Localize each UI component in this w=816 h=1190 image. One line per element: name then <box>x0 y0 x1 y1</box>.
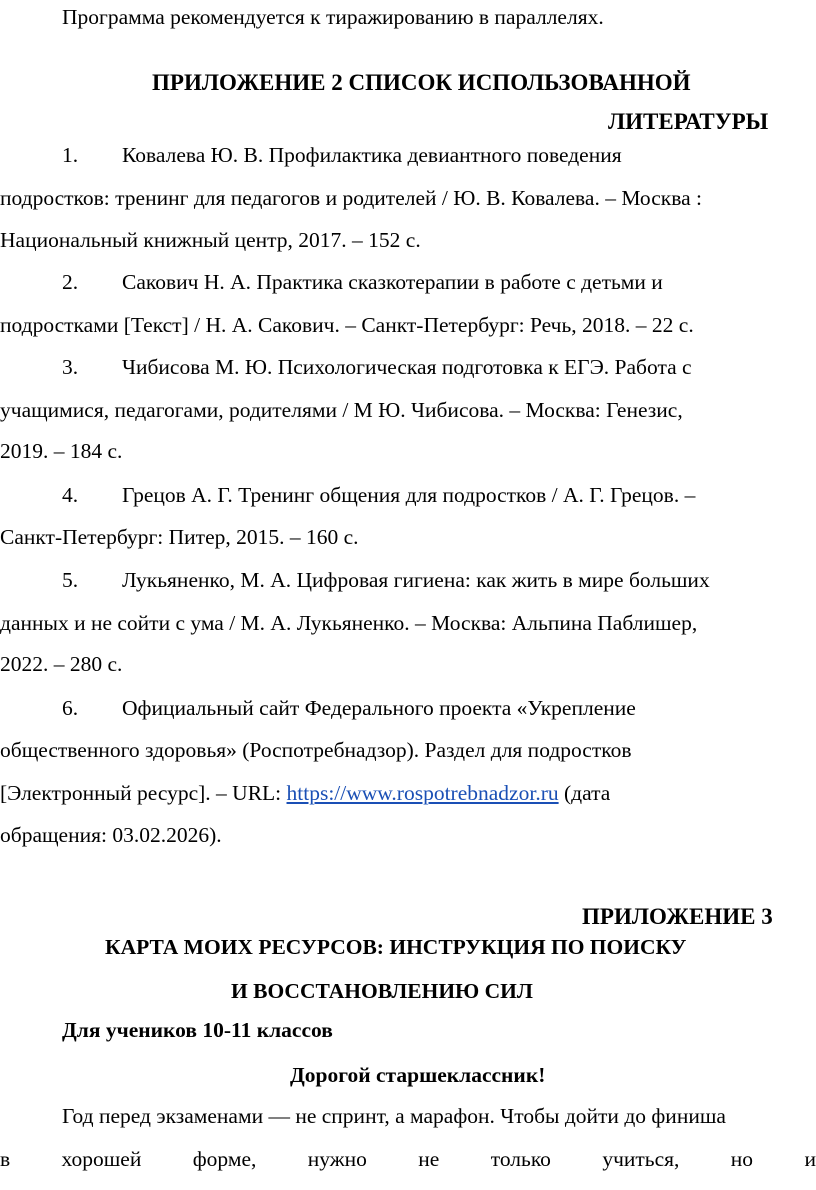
word: не <box>418 1147 440 1171</box>
reference-1-line2: подростков: тренинг для педагогов и родителей / Ю. В. Ковалева. – Москва : <box>0 186 702 210</box>
rospotrebnadzor-link[interactable]: https://www.rospotrebnadzor.ru <box>286 781 559 805</box>
url-prefix: [Электронный ресурс]. – URL: <box>0 781 287 805</box>
reference-3-line2: учащимися, педагогами, родителями / М Ю. Чибисова. – Москва: Генезис, <box>0 398 683 422</box>
reference-item-3 <box>62 357 692 379</box>
url-suffix: (дата <box>558 781 611 805</box>
reference-number: 1. <box>62 143 79 167</box>
paragraph-line2 <box>0 1149 816 1171</box>
reference-text: Чибисова М. Ю. Психологическая подготовка к ЕГЭ. Работа с <box>122 355 692 379</box>
reference-number: 6. <box>62 696 79 720</box>
reference-number: 2. <box>62 270 79 294</box>
appendix3-title-line1: КАРТА МОИХ РЕСУРСОВ: ИНСТРУКЦИЯ ПО ПОИСКУ <box>105 935 687 959</box>
greeting: Дорогой старшеклассник! <box>290 1063 546 1087</box>
word: и <box>804 1147 816 1171</box>
reference-5-line3: 2022. – 280 с. <box>0 652 123 676</box>
reference-2-line2: подростками [Текст] / Н. А. Сакович. – Санкт-Петербург: Речь, 2018. – 22 с. <box>0 313 694 337</box>
reference-item-1 <box>62 145 622 167</box>
reference-1-line3: Национальный книжный центр, 2017. – 152 с. <box>0 228 421 252</box>
reference-text: Официальный сайт Федерального проекта «Укрепление <box>122 696 636 720</box>
reference-item-6 <box>62 698 636 720</box>
reference-item-4 <box>62 485 695 507</box>
appendix2-title-line2: ЛИТЕРАТУРЫ <box>608 109 769 134</box>
appendix2-title-line1: ПРИЛОЖЕНИЕ 2 СПИСОК ИСПОЛЬЗОВАННОЙ <box>152 70 691 95</box>
reference-6-line3 <box>0 783 610 805</box>
reference-text: Сакович Н. А. Практика сказкотерапии в работе с детьми и <box>122 270 663 294</box>
appendix3-heading: ПРИЛОЖЕНИЕ 3 <box>582 904 773 929</box>
reference-6-line4: обращения: 03.02.2026). <box>0 823 222 847</box>
appendix3-title-line2: И ВОССТАНОВЛЕНИЮ СИЛ <box>231 979 533 1003</box>
reference-4-line2: Санкт-Петербург: Питер, 2015. – 160 с. <box>0 525 359 549</box>
word: только <box>490 1147 551 1171</box>
word: нужно <box>307 1147 367 1171</box>
audience-line: Для учеников 10-11 классов <box>62 1018 333 1042</box>
reference-text: Ковалева Ю. В. Профилактика девиантного поведения <box>122 143 622 167</box>
word: в <box>0 1147 11 1171</box>
intro-line: Программа рекомендуется к тиражированию в параллелях. <box>62 5 604 29</box>
reference-3-line3: 2019. – 184 с. <box>0 439 123 463</box>
reference-item-2 <box>62 272 663 294</box>
reference-text: Грецов А. Г. Тренинг общения для подростков / А. Г. Грецов. – <box>122 483 696 507</box>
word: хорошей <box>61 1147 142 1171</box>
word: форме, <box>192 1147 257 1171</box>
reference-text: Лукьяненко, М. А. Цифровая гигиена: как жить в мире больших <box>122 568 710 592</box>
reference-number: 3. <box>62 355 79 379</box>
reference-6-line2: общественного здоровья» (Роспотребнадзор). Раздел для подростков <box>0 738 632 762</box>
paragraph-line1: Год перед экзаменами — не спринт, а марафон. Чтобы дойти до финиша <box>62 1104 726 1128</box>
reference-number: 5. <box>62 568 79 592</box>
reference-number: 4. <box>62 483 79 507</box>
reference-item-5 <box>62 570 710 592</box>
word: но <box>730 1147 754 1171</box>
word: учиться, <box>602 1147 680 1171</box>
reference-5-line2: данных и не сойти с ума / М. А. Лукьяненко. – Москва: Альпина Паблишер, <box>0 611 698 635</box>
